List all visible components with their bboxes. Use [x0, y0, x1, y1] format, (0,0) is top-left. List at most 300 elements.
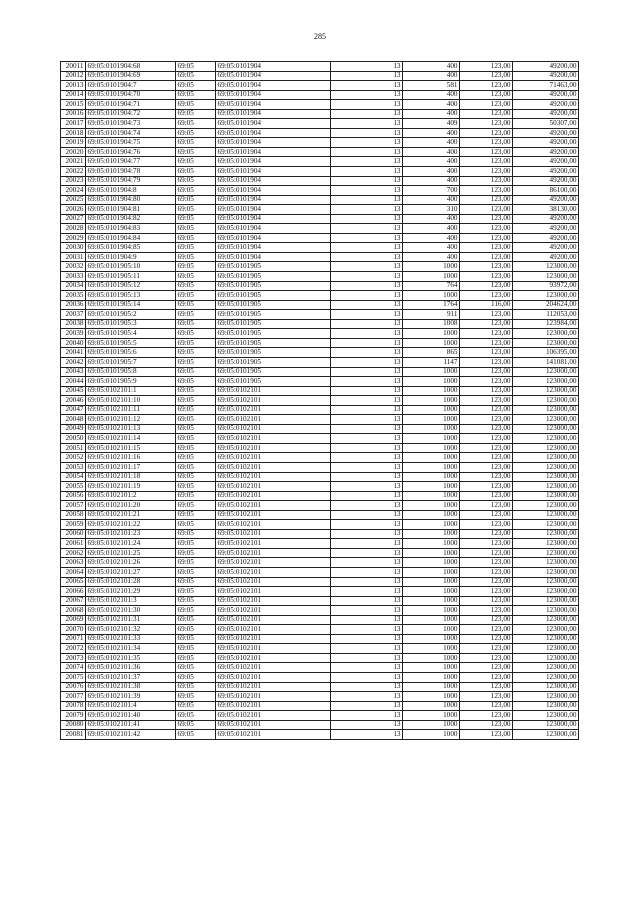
rate-cell: 123,00	[460, 653, 513, 663]
group-code-cell: 13	[331, 262, 403, 272]
quarter-number-cell: 69:05:0101904	[216, 233, 331, 243]
row-number-cell: 20058	[61, 510, 86, 520]
group-code-cell: 13	[331, 348, 403, 358]
value-cell: 123000,00	[513, 520, 579, 530]
row-number-cell: 20040	[61, 338, 86, 348]
cadastral-number-cell: 69:05:0102101:2	[86, 491, 176, 501]
area-cell: 1000	[403, 730, 460, 740]
table-row	[61, 128, 579, 138]
table-row	[61, 644, 579, 654]
rate-cell: 123,00	[460, 625, 513, 635]
quarter-number-cell: 69:05:0101904	[216, 100, 331, 110]
area-cell: 1000	[403, 510, 460, 520]
group-code-cell: 13	[331, 272, 403, 282]
cadastral-number-cell: 69:05:0102101:26	[86, 558, 176, 568]
rate-cell: 123,00	[460, 396, 513, 406]
rate-cell: 123,00	[460, 730, 513, 740]
table-row	[61, 119, 579, 129]
area-cell: 1000	[403, 663, 460, 673]
area-cell: 1000	[403, 596, 460, 606]
group-code-cell: 13	[331, 377, 403, 387]
cadastral-number-cell: 69:05:0102101:42	[86, 730, 176, 740]
table-row	[61, 281, 579, 291]
group-code-cell: 13	[331, 357, 403, 367]
cadastral-number-cell: 69:05:0101904:76	[86, 147, 176, 157]
value-cell: 123000,00	[513, 472, 579, 482]
area-cell: 1000	[403, 405, 460, 415]
value-cell: 123000,00	[513, 405, 579, 415]
cadastral-number-cell: 69:05:0102101:10	[86, 396, 176, 406]
row-number-cell: 20029	[61, 233, 86, 243]
registry-table-body	[61, 62, 579, 740]
quarter-number-cell: 69:05:0102101	[216, 644, 331, 654]
value-cell: 123000,00	[513, 482, 579, 492]
district-code-cell: 69:05	[176, 424, 216, 434]
quarter-number-cell: 69:05:0101904	[216, 90, 331, 100]
area-cell: 1000	[403, 415, 460, 425]
value-cell: 123000,00	[513, 730, 579, 740]
table-row	[61, 711, 579, 721]
area-cell: 1147	[403, 357, 460, 367]
area-cell: 400	[403, 71, 460, 81]
district-code-cell: 69:05	[176, 138, 216, 148]
rate-cell: 123,00	[460, 62, 513, 72]
district-code-cell: 69:05	[176, 338, 216, 348]
row-number-cell: 20012	[61, 71, 86, 81]
area-cell: 1000	[403, 577, 460, 587]
cadastral-number-cell: 69:05:0101904:8	[86, 186, 176, 196]
cadastral-number-cell: 69:05:0102101:21	[86, 510, 176, 520]
rate-cell: 123,00	[460, 491, 513, 501]
rate-cell: 123,00	[460, 281, 513, 291]
row-number-cell: 20054	[61, 472, 86, 482]
cadastral-number-cell: 69:05:0101904:80	[86, 195, 176, 205]
row-number-cell: 20027	[61, 214, 86, 224]
quarter-number-cell: 69:05:0102101	[216, 625, 331, 635]
group-code-cell: 13	[331, 128, 403, 138]
row-number-cell: 20077	[61, 692, 86, 702]
group-code-cell: 13	[331, 386, 403, 396]
quarter-number-cell: 69:05:0102101	[216, 587, 331, 597]
quarter-number-cell: 69:05:0102101	[216, 386, 331, 396]
group-code-cell: 13	[331, 443, 403, 453]
district-code-cell: 69:05	[176, 711, 216, 721]
group-code-cell: 13	[331, 186, 403, 196]
row-number-cell: 20068	[61, 606, 86, 616]
district-code-cell: 69:05	[176, 501, 216, 511]
value-cell: 123000,00	[513, 367, 579, 377]
rate-cell: 123,00	[460, 167, 513, 177]
row-number-cell: 20063	[61, 558, 86, 568]
value-cell: 49200,00	[513, 233, 579, 243]
rate-cell: 123,00	[460, 147, 513, 157]
quarter-number-cell: 69:05:0101904	[216, 167, 331, 177]
cadastral-number-cell: 69:05:0102101:37	[86, 673, 176, 683]
area-cell: 581	[403, 81, 460, 91]
cadastral-number-cell: 69:05:0102101:28	[86, 577, 176, 587]
quarter-number-cell: 69:05:0102101	[216, 539, 331, 549]
value-cell: 49200,00	[513, 214, 579, 224]
rate-cell: 123,00	[460, 567, 513, 577]
table-row	[61, 348, 579, 358]
district-code-cell: 69:05	[176, 577, 216, 587]
value-cell: 49200,00	[513, 224, 579, 234]
value-cell: 123000,00	[513, 443, 579, 453]
district-code-cell: 69:05	[176, 730, 216, 740]
row-number-cell: 20051	[61, 443, 86, 453]
table-row	[61, 357, 579, 367]
rate-cell: 123,00	[460, 71, 513, 81]
district-code-cell: 69:05	[176, 539, 216, 549]
rate-cell: 123,00	[460, 634, 513, 644]
table-row	[61, 386, 579, 396]
quarter-number-cell: 69:05:0101904	[216, 119, 331, 129]
group-code-cell: 13	[331, 692, 403, 702]
district-code-cell: 69:05	[176, 243, 216, 253]
cadastral-number-cell: 69:05:0101904:69	[86, 71, 176, 81]
quarter-number-cell: 69:05:0102101	[216, 558, 331, 568]
district-code-cell: 69:05	[176, 100, 216, 110]
group-code-cell: 13	[331, 711, 403, 721]
rate-cell: 123,00	[460, 606, 513, 616]
quarter-number-cell: 69:05:0101904	[216, 243, 331, 253]
row-number-cell: 20073	[61, 653, 86, 663]
district-code-cell: 69:05	[176, 615, 216, 625]
rate-cell: 123,00	[460, 462, 513, 472]
row-number-cell: 20066	[61, 587, 86, 597]
district-code-cell: 69:05	[176, 281, 216, 291]
area-cell: 400	[403, 243, 460, 253]
group-code-cell: 13	[331, 634, 403, 644]
area-cell: 1000	[403, 272, 460, 282]
cadastral-number-cell: 69:05:0102101:39	[86, 692, 176, 702]
cadastral-number-cell: 69:05:0102101:14	[86, 434, 176, 444]
quarter-number-cell: 69:05:0101904	[216, 138, 331, 148]
rate-cell: 123,00	[460, 128, 513, 138]
area-cell: 400	[403, 128, 460, 138]
quarter-number-cell: 69:05:0101904	[216, 186, 331, 196]
rate-cell: 123,00	[460, 357, 513, 367]
cadastral-number-cell: 69:05:0101904:78	[86, 167, 176, 177]
cadastral-number-cell: 69:05:0102101:13	[86, 424, 176, 434]
group-code-cell: 13	[331, 567, 403, 577]
cadastral-number-cell: 69:05:0102101:31	[86, 615, 176, 625]
value-cell: 71463,00	[513, 81, 579, 91]
cadastral-number-cell: 69:05:0101905:6	[86, 348, 176, 358]
district-code-cell: 69:05	[176, 109, 216, 119]
area-cell: 911	[403, 310, 460, 320]
quarter-number-cell: 69:05:0102101	[216, 711, 331, 721]
table-row	[61, 310, 579, 320]
area-cell: 700	[403, 186, 460, 196]
district-code-cell: 69:05	[176, 300, 216, 310]
value-cell: 123000,00	[513, 501, 579, 511]
table-row	[61, 720, 579, 730]
rate-cell: 123,00	[460, 682, 513, 692]
table-row	[61, 529, 579, 539]
row-number-cell: 20033	[61, 272, 86, 282]
row-number-cell: 20048	[61, 415, 86, 425]
table-row	[61, 167, 579, 177]
area-cell: 400	[403, 214, 460, 224]
district-code-cell: 69:05	[176, 119, 216, 129]
value-cell: 123000,00	[513, 634, 579, 644]
group-code-cell: 13	[331, 653, 403, 663]
rate-cell: 123,00	[460, 100, 513, 110]
group-code-cell: 13	[331, 367, 403, 377]
value-cell: 93972,00	[513, 281, 579, 291]
rate-cell: 123,00	[460, 482, 513, 492]
value-cell: 49200,00	[513, 176, 579, 186]
rate-cell: 123,00	[460, 205, 513, 215]
rate-cell: 123,00	[460, 644, 513, 654]
table-row	[61, 606, 579, 616]
rate-cell: 123,00	[460, 377, 513, 387]
quarter-number-cell: 69:05:0102101	[216, 424, 331, 434]
group-code-cell: 13	[331, 300, 403, 310]
area-cell: 1000	[403, 262, 460, 272]
cadastral-number-cell: 69:05:0101905:2	[86, 310, 176, 320]
district-code-cell: 69:05	[176, 453, 216, 463]
rate-cell: 123,00	[460, 291, 513, 301]
row-number-cell: 20024	[61, 186, 86, 196]
page-number: 285	[314, 32, 326, 41]
rate-cell: 123,00	[460, 615, 513, 625]
table-row	[61, 653, 579, 663]
rate-cell: 123,00	[460, 548, 513, 558]
table-row	[61, 548, 579, 558]
group-code-cell: 13	[331, 462, 403, 472]
cadastral-number-cell: 69:05:0102101:18	[86, 472, 176, 482]
district-code-cell: 69:05	[176, 176, 216, 186]
cadastral-number-cell: 69:05:0102101:12	[86, 415, 176, 425]
quarter-number-cell: 69:05:0102101	[216, 415, 331, 425]
quarter-number-cell: 69:05:0101905	[216, 262, 331, 272]
quarter-number-cell: 69:05:0101905	[216, 300, 331, 310]
table-row	[61, 272, 579, 282]
value-cell: 123000,00	[513, 587, 579, 597]
area-cell: 1000	[403, 453, 460, 463]
value-cell: 123000,00	[513, 701, 579, 711]
area-cell: 1000	[403, 386, 460, 396]
row-number-cell: 20074	[61, 663, 86, 673]
table-row	[61, 462, 579, 472]
group-code-cell: 13	[331, 109, 403, 119]
quarter-number-cell: 69:05:0102101	[216, 701, 331, 711]
district-code-cell: 69:05	[176, 310, 216, 320]
group-code-cell: 13	[331, 205, 403, 215]
row-number-cell: 20017	[61, 119, 86, 129]
group-code-cell: 13	[331, 663, 403, 673]
value-cell: 123000,00	[513, 529, 579, 539]
cadastral-number-cell: 69:05:0102101:36	[86, 663, 176, 673]
rate-cell: 123,00	[460, 405, 513, 415]
area-cell: 1000	[403, 692, 460, 702]
value-cell: 123000,00	[513, 539, 579, 549]
row-number-cell: 20026	[61, 205, 86, 215]
table-row	[61, 405, 579, 415]
rate-cell: 123,00	[460, 577, 513, 587]
group-code-cell: 13	[331, 453, 403, 463]
row-number-cell: 20076	[61, 682, 86, 692]
row-number-cell: 20036	[61, 300, 86, 310]
table-row	[61, 319, 579, 329]
quarter-number-cell: 69:05:0101904	[216, 252, 331, 262]
value-cell: 50307,00	[513, 119, 579, 129]
value-cell: 49200,00	[513, 243, 579, 253]
cadastral-number-cell: 69:05:0102101:1	[86, 386, 176, 396]
cadastral-number-cell: 69:05:0102101:19	[86, 482, 176, 492]
rate-cell: 123,00	[460, 415, 513, 425]
cadastral-number-cell: 69:05:0102101:27	[86, 567, 176, 577]
row-number-cell: 20064	[61, 567, 86, 577]
rate-cell: 123,00	[460, 186, 513, 196]
quarter-number-cell: 69:05:0102101	[216, 606, 331, 616]
cadastral-number-cell: 69:05:0101905:14	[86, 300, 176, 310]
group-code-cell: 13	[331, 415, 403, 425]
row-number-cell: 20045	[61, 386, 86, 396]
district-code-cell: 69:05	[176, 405, 216, 415]
area-cell: 1000	[403, 625, 460, 635]
value-cell: 49200,00	[513, 90, 579, 100]
group-code-cell: 13	[331, 252, 403, 262]
cadastral-number-cell: 69:05:0102101:16	[86, 453, 176, 463]
rate-cell: 123,00	[460, 243, 513, 253]
value-cell: 123000,00	[513, 692, 579, 702]
group-code-cell: 13	[331, 62, 403, 72]
rate-cell: 123,00	[460, 81, 513, 91]
quarter-number-cell: 69:05:0102101	[216, 453, 331, 463]
row-number-cell: 20035	[61, 291, 86, 301]
rate-cell: 123,00	[460, 90, 513, 100]
group-code-cell: 13	[331, 176, 403, 186]
group-code-cell: 13	[331, 90, 403, 100]
group-code-cell: 13	[331, 157, 403, 167]
quarter-number-cell: 69:05:0101904	[216, 214, 331, 224]
group-code-cell: 13	[331, 682, 403, 692]
cadastral-number-cell: 69:05:0102101:20	[86, 501, 176, 511]
row-number-cell: 20056	[61, 491, 86, 501]
table-row	[61, 176, 579, 186]
quarter-number-cell: 69:05:0102101	[216, 491, 331, 501]
rate-cell: 123,00	[460, 310, 513, 320]
table-row	[61, 673, 579, 683]
quarter-number-cell: 69:05:0102101	[216, 405, 331, 415]
row-number-cell: 20015	[61, 100, 86, 110]
quarter-number-cell: 69:05:0102101	[216, 663, 331, 673]
district-code-cell: 69:05	[176, 653, 216, 663]
group-code-cell: 13	[331, 338, 403, 348]
area-cell: 1000	[403, 491, 460, 501]
rate-cell: 123,00	[460, 529, 513, 539]
value-cell: 106395,00	[513, 348, 579, 358]
rate-cell: 123,00	[460, 262, 513, 272]
cadastral-number-cell: 69:05:0102101:22	[86, 520, 176, 530]
rate-cell: 123,00	[460, 272, 513, 282]
rate-cell: 123,00	[460, 214, 513, 224]
row-number-cell: 20011	[61, 62, 86, 72]
cadastral-number-cell: 69:05:0101905:3	[86, 319, 176, 329]
area-cell: 1000	[403, 673, 460, 683]
value-cell: 123000,00	[513, 386, 579, 396]
group-code-cell: 13	[331, 281, 403, 291]
area-cell: 1000	[403, 520, 460, 530]
table-row	[61, 539, 579, 549]
cadastral-number-cell: 69:05:0101905:11	[86, 272, 176, 282]
district-code-cell: 69:05	[176, 128, 216, 138]
value-cell: 123000,00	[513, 548, 579, 558]
row-number-cell: 20023	[61, 176, 86, 186]
table-row	[61, 730, 579, 740]
table-row	[61, 291, 579, 301]
group-code-cell: 13	[331, 310, 403, 320]
area-cell: 1000	[403, 338, 460, 348]
district-code-cell: 69:05	[176, 625, 216, 635]
quarter-number-cell: 69:05:0102101	[216, 462, 331, 472]
area-cell: 1000	[403, 472, 460, 482]
row-number-cell: 20069	[61, 615, 86, 625]
area-cell: 400	[403, 62, 460, 72]
cadastral-number-cell: 69:05:0101904:75	[86, 138, 176, 148]
row-number-cell: 20062	[61, 548, 86, 558]
area-cell: 1000	[403, 644, 460, 654]
district-code-cell: 69:05	[176, 81, 216, 91]
area-cell: 400	[403, 167, 460, 177]
quarter-number-cell: 69:05:0101905	[216, 291, 331, 301]
group-code-cell: 13	[331, 673, 403, 683]
row-number-cell: 20019	[61, 138, 86, 148]
rate-cell: 123,00	[460, 701, 513, 711]
cadastral-number-cell: 69:05:0101904:79	[86, 176, 176, 186]
district-code-cell: 69:05	[176, 214, 216, 224]
value-cell: 49200,00	[513, 147, 579, 157]
cadastral-number-cell: 69:05:0102101:11	[86, 405, 176, 415]
district-code-cell: 69:05	[176, 348, 216, 358]
cadastral-number-cell: 69:05:0101904:9	[86, 252, 176, 262]
value-cell: 123000,00	[513, 644, 579, 654]
district-code-cell: 69:05	[176, 472, 216, 482]
district-code-cell: 69:05	[176, 62, 216, 72]
quarter-number-cell: 69:05:0102101	[216, 529, 331, 539]
rate-cell: 123,00	[460, 663, 513, 673]
district-code-cell: 69:05	[176, 548, 216, 558]
quarter-number-cell: 69:05:0102101	[216, 615, 331, 625]
cadastral-number-cell: 69:05:0101904:7	[86, 81, 176, 91]
district-code-cell: 69:05	[176, 510, 216, 520]
quarter-number-cell: 69:05:0102101	[216, 472, 331, 482]
value-cell: 49200,00	[513, 71, 579, 81]
value-cell: 123000,00	[513, 291, 579, 301]
group-code-cell: 13	[331, 233, 403, 243]
quarter-number-cell: 69:05:0101904	[216, 109, 331, 119]
district-code-cell: 69:05	[176, 205, 216, 215]
value-cell: 123000,00	[513, 711, 579, 721]
row-number-cell: 20071	[61, 634, 86, 644]
row-number-cell: 20046	[61, 396, 86, 406]
value-cell: 49200,00	[513, 109, 579, 119]
area-cell: 1000	[403, 462, 460, 472]
rate-cell: 123,00	[460, 692, 513, 702]
group-code-cell: 13	[331, 520, 403, 530]
group-code-cell: 13	[331, 71, 403, 81]
district-code-cell: 69:05	[176, 634, 216, 644]
area-cell: 409	[403, 119, 460, 129]
district-code-cell: 69:05	[176, 434, 216, 444]
area-cell: 1000	[403, 539, 460, 549]
table-row	[61, 262, 579, 272]
row-number-cell: 20050	[61, 434, 86, 444]
quarter-number-cell: 69:05:0102101	[216, 482, 331, 492]
